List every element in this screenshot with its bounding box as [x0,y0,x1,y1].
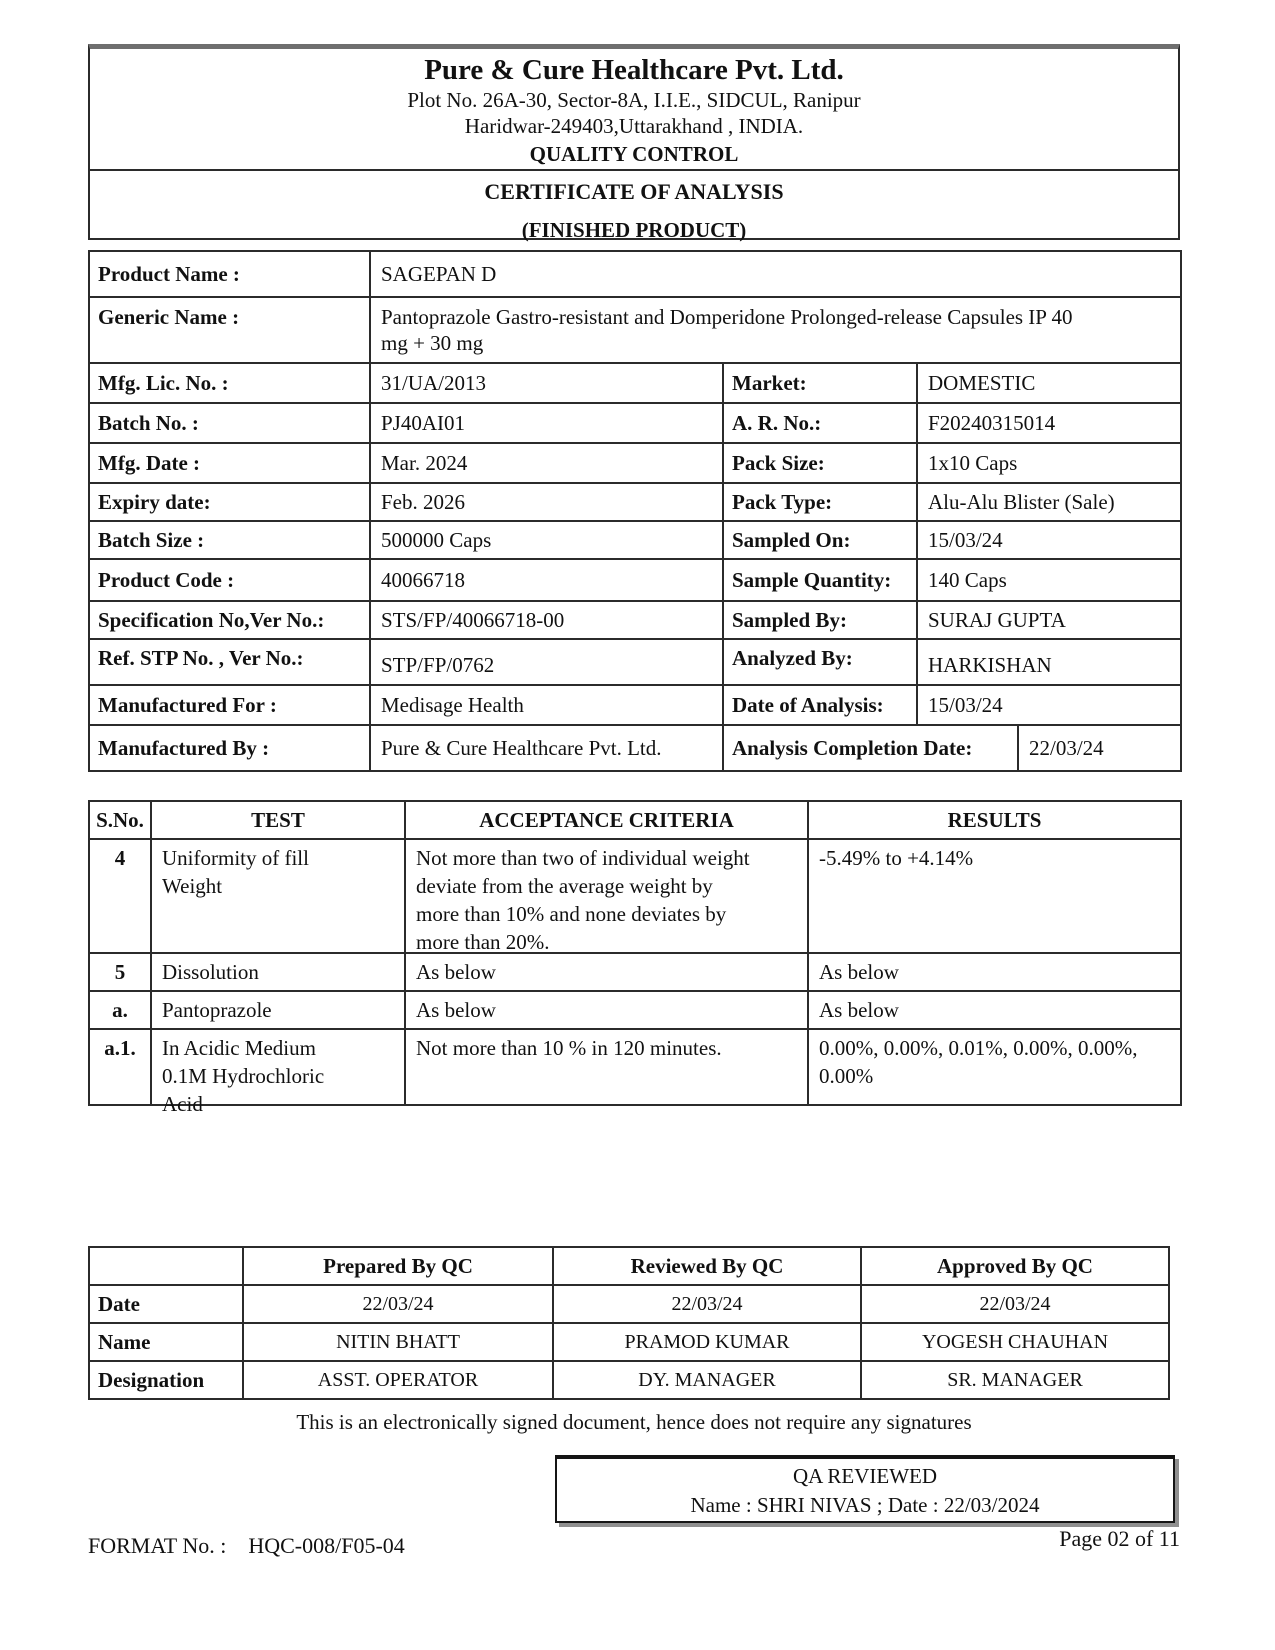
info-value-cell: Feb. 2026 [370,483,723,521]
table-row [89,443,1181,483]
test-name-cell: Dissolution [151,953,405,991]
info-value-cell: DOMESTIC [917,363,1181,403]
table-header-row [89,801,1181,839]
sig-approved-cell: YOGESH CHAUHAN [861,1323,1169,1361]
column-header-test: TEST [151,801,405,839]
table-row [89,297,1181,363]
info-label-cell: Product Code : [89,559,370,601]
test-sno-cell: a.1. [89,1029,151,1105]
format-number-line [88,1533,405,1559]
column-header-sno: S.No. [89,801,151,839]
document-title-section [90,171,1178,245]
info-value-cell: SAGEPAN D [370,251,1181,297]
letterhead-box [88,44,1180,240]
column-header-reviewed: Reviewed By QC [553,1247,861,1285]
product-info-table [88,250,1182,772]
info-label-cell: Ref. STP No. , Ver No.: [89,639,370,685]
sig-prepared-cell: 22/03/24 [243,1285,553,1323]
sig-row-label: Date [89,1285,243,1323]
table-row [89,1323,1169,1361]
info-value-cell: 1x10 Caps [917,443,1181,483]
info-label-cell: Pack Type: [723,483,917,521]
info-value-cell: STS/FP/40066718-00 [370,601,723,639]
info-value-cell: Pure & Cure Healthcare Pvt. Ltd. [370,725,723,771]
table-row [89,483,1181,521]
table-row [89,403,1181,443]
department-title: QUALITY CONTROL [529,142,739,166]
info-label-cell: Pack Size: [723,443,917,483]
info-label-cell: Analyzed By: [723,639,917,685]
column-header-criteria: ACCEPTANCE CRITERIA [405,801,808,839]
electronic-signature-note: This is an electronically signed document, hence does not require any signatures [296,1410,972,1434]
info-value-cell: 15/03/24 [917,685,1181,725]
test-result-cell: -5.49% to +4.14% [808,839,1181,953]
info-value-cell: Medisage Health [370,685,723,725]
info-label-cell: Market: [723,363,917,403]
table-row [89,521,1181,559]
table-row [89,1285,1169,1323]
document-title: CERTIFICATE OF ANALYSIS [484,179,784,204]
company-address-line1: Plot No. 26A-30, Sector-8A, I.I.E., SIDCUL, Ranipur [407,88,861,112]
column-header-blank [89,1247,243,1285]
table-row [89,251,1181,297]
test-criteria-cell: As below [405,991,808,1029]
sig-reviewed-cell: PRAMOD KUMAR [553,1323,861,1361]
table-row [89,685,1181,725]
info-value-cell: SURAJ GUPTA [917,601,1181,639]
column-header-results: RESULTS [808,801,1181,839]
table-row [89,1029,1181,1105]
info-label-cell: Sampled On: [723,521,917,559]
info-label-cell: Generic Name : [89,297,370,363]
info-label-cell: Sampled By: [723,601,917,639]
info-label-cell: Analysis Completion Date: [723,725,1018,771]
sig-row-label: Name [89,1323,243,1361]
info-value-cell: STP/FP/0762 [370,639,723,685]
qa-reviewed-stamp [555,1455,1175,1523]
table-header-row [89,1247,1169,1285]
sig-prepared-cell: NITIN BHATT [243,1323,553,1361]
qa-reviewed-title: QA REVIEWED [792,1464,938,1488]
letterhead-top-section [90,49,1178,171]
format-number-label: FORMAT No. : [88,1533,227,1558]
test-name-cell: Uniformity of fill Weight [151,839,405,953]
info-value-cell: 40066718 [370,559,723,601]
page-number: Page 02 of 11 [1059,1526,1180,1551]
sig-row-label: Designation [89,1361,243,1399]
table-row [89,953,1181,991]
column-header-approved: Approved By QC [861,1247,1169,1285]
test-sno-cell: 4 [89,839,151,953]
info-value-cell: 500000 Caps [370,521,723,559]
sig-prepared-cell: ASST. OPERATOR [243,1361,553,1399]
info-value-cell: 140 Caps [917,559,1181,601]
info-value-cell: 31/UA/2013 [370,363,723,403]
column-header-prepared: Prepared By QC [243,1247,553,1285]
test-criteria-cell [405,839,808,953]
info-value-cell: HARKISHAN [917,639,1181,685]
test-criteria-cell: As below [405,953,808,991]
sig-approved-cell: SR. MANAGER [861,1361,1169,1399]
info-label-cell: Date of Analysis: [723,685,917,725]
sig-reviewed-cell: 22/03/24 [553,1285,861,1323]
test-name-cell: Pantoprazole [151,991,405,1029]
test-criteria-cell: Not more than 10 % in 120 minutes. [405,1029,808,1105]
info-label-cell: Sample Quantity: [723,559,917,601]
table-row [89,725,1181,771]
company-name: Pure & Cure Healthcare Pvt. Ltd. [424,54,844,86]
info-label-cell: Mfg. Lic. No. : [89,363,370,403]
test-name-text: In Acidic Medium 0.1M Hydrochloric Acid [162,1036,325,1116]
info-label-cell: Batch Size : [89,521,370,559]
table-row [89,601,1181,639]
sig-reviewed-cell: DY. MANAGER [553,1361,861,1399]
info-value-cell: Mar. 2024 [370,443,723,483]
info-label-cell: Mfg. Date : [89,443,370,483]
signature-table [88,1246,1170,1400]
test-results-table [88,800,1182,1116]
test-sno-cell: 5 [89,953,151,991]
table-row [89,639,1181,685]
info-label-cell: Product Name : [89,251,370,297]
info-label-cell: Manufactured By : [89,725,370,771]
format-number-value: HQC-008/F05-04 [248,1533,405,1558]
info-value-cell: 15/03/24 [917,521,1181,559]
qa-reviewer-name-date: Name : SHRI NIVAS ; Date : 22/03/2024 [690,1493,1040,1517]
info-value-cell: PJ40AI01 [370,403,723,443]
test-result-cell: As below [808,991,1181,1029]
info-label-cell: Batch No. : [89,403,370,443]
table-row [89,363,1181,403]
test-result-cell: 0.00%, 0.00%, 0.01%, 0.00%, 0.00%, 0.00% [808,1029,1181,1105]
company-address-line2: Haridwar-249403,Uttarakhand , INDIA. [464,114,804,138]
info-value-cell: 22/03/24 [1018,725,1181,771]
sig-approved-cell: 22/03/24 [861,1285,1169,1323]
info-label-cell: A. R. No.: [723,403,917,443]
criteria-text: Not more than two of individual weight deviate from the average weight by more than 10% and none deviates by more than 20%. [416,846,750,954]
info-value-cell: Pantoprazole Gastro-resistant and Domperidone Prolonged-release Capsules IP 40 mg + 30 mg [370,297,1181,363]
test-name-cell [151,1029,405,1116]
table-row [89,839,1181,953]
document-subtitle: (FINISHED PRODUCT) [521,218,747,242]
info-label-cell: Specification No,Ver No.: [89,601,370,639]
table-row [89,991,1181,1029]
test-result-cell: As below [808,953,1181,991]
info-value-cell: F20240315014 [917,403,1181,443]
info-label-cell: Manufactured For : [89,685,370,725]
info-value-cell: Alu-Alu Blister (Sale) [917,483,1181,521]
test-sno-cell: a. [89,991,151,1029]
info-label-cell: Expiry date: [89,483,370,521]
table-row [89,559,1181,601]
table-row [89,1361,1169,1399]
